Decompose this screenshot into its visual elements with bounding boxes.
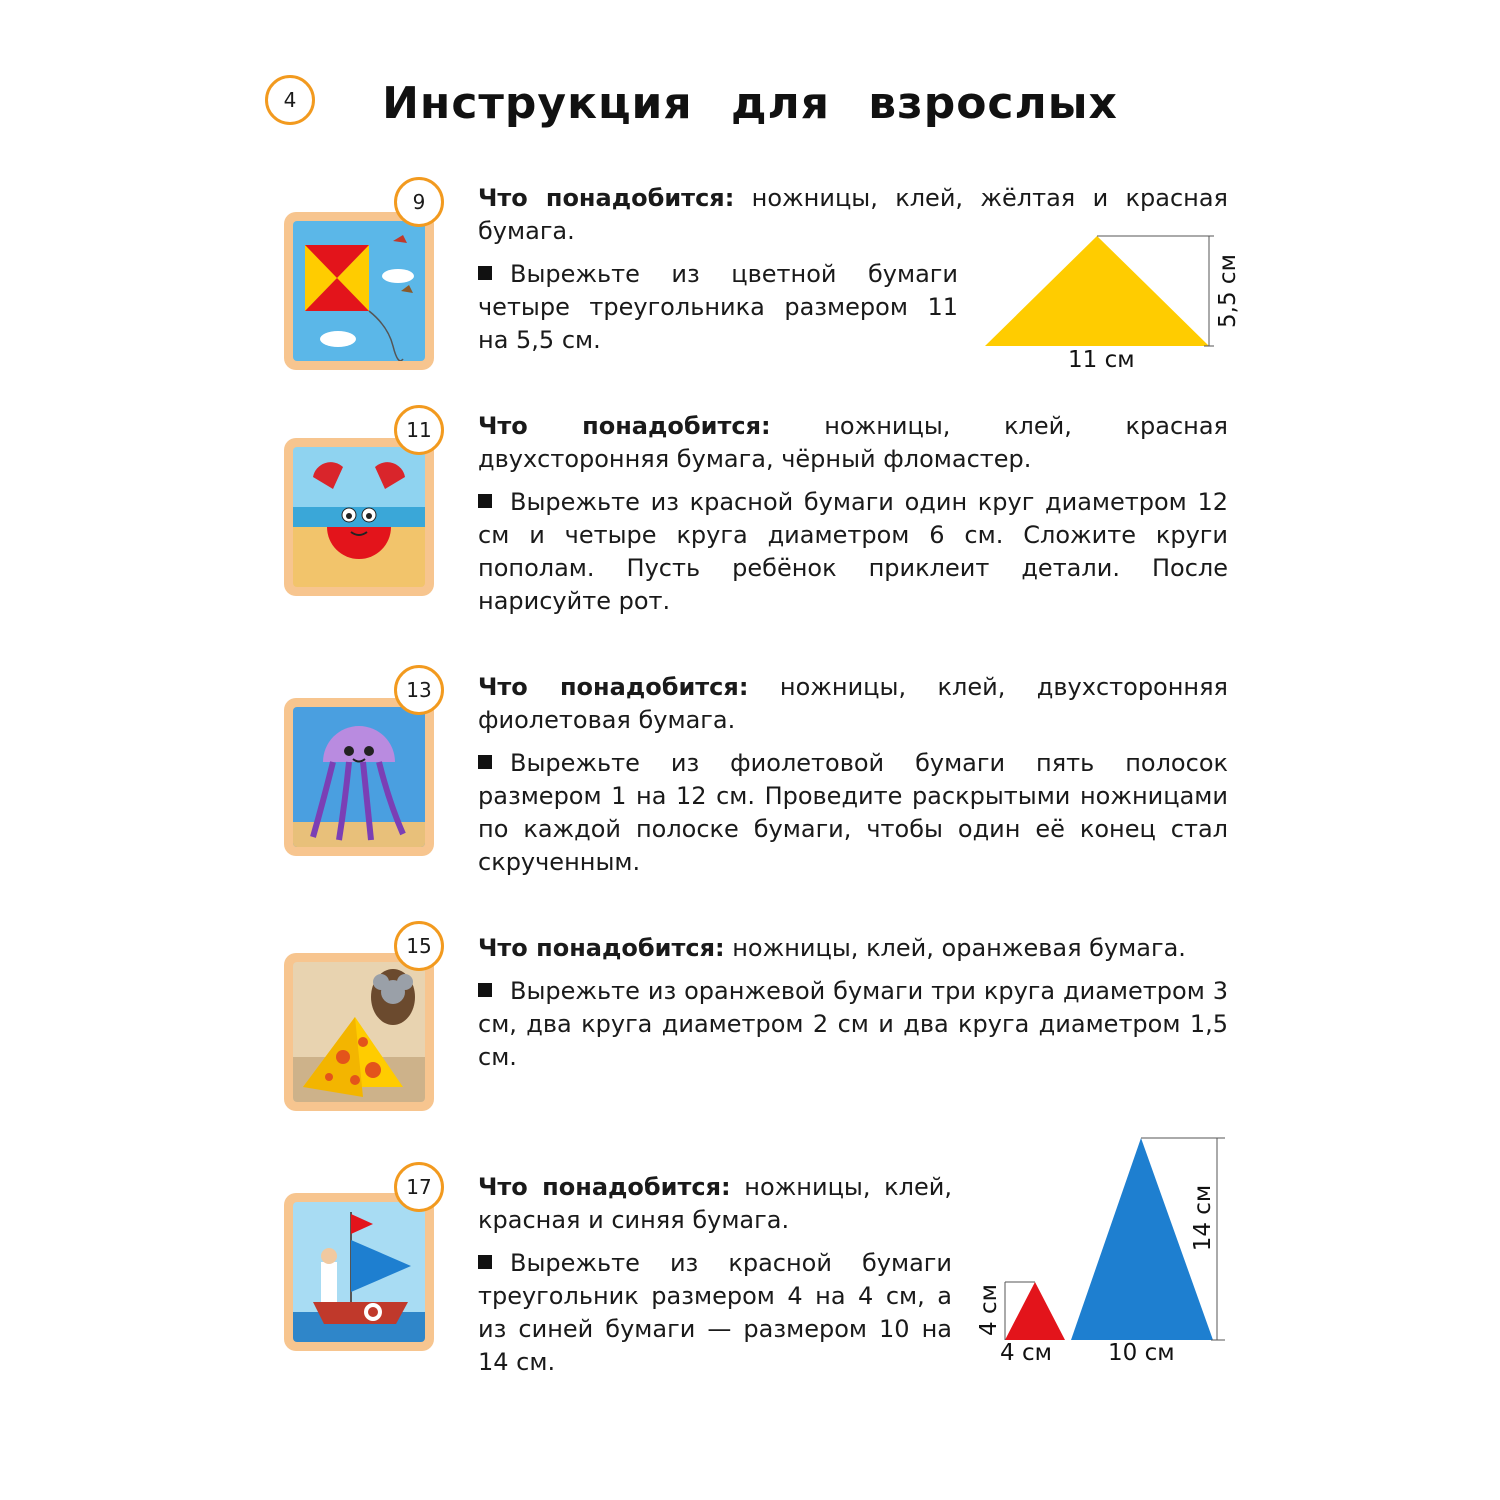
section-jellyfish-text: [478, 671, 1228, 889]
instruction-text: Вырежьте из оранжевой бумаги три круга диаметром 3 см, два круга диаметром 2 см и два круга диаметром 1,5 см.: [478, 977, 1228, 1071]
sailboat-picture: [284, 1193, 434, 1351]
bullet-icon: [478, 1255, 492, 1269]
needs-text: ножницы, клей, оранжевая бумага.: [732, 934, 1186, 962]
yellow-base-label: 11 см: [1068, 347, 1135, 373]
section-crab-text: [478, 410, 1228, 628]
needs-label: Что понадобится:: [478, 934, 725, 962]
needs-label: Что понадобится:: [478, 673, 749, 701]
needs-label: Что понадобится:: [478, 412, 771, 440]
needs-label: Что понадобится:: [478, 184, 735, 212]
blue-base-label: 10 см: [1108, 1340, 1175, 1366]
section-kite-instruction: [478, 258, 958, 367]
needs-text: ножницы, клей, красная двухсторонняя бумага, чёрный фломастер.: [478, 412, 1228, 473]
page-badge-11: 11: [394, 405, 444, 455]
yellow-height-label: 5,5 см: [1215, 254, 1241, 328]
red-height-label: 4 см: [976, 1284, 1002, 1336]
page-badge-13: 13: [394, 665, 444, 715]
red-base-label: 4 см: [1000, 1340, 1052, 1366]
needs-text: ножницы, клей, жёлтая и красная бумага.: [478, 184, 1228, 245]
instruction-text: Вырежьте из фиолетовой бумаги пять полосок размером 1 на 12 см. Проведите раскрытыми ножницами по каждой полоске бумаги, чтобы один её конец стал скрученным.: [478, 749, 1228, 876]
section-cheese-text: [478, 932, 1228, 1084]
bullet-icon: [478, 755, 492, 769]
kite-picture: [284, 212, 434, 370]
instruction-text: Вырежьте из красной бумаги треугольник размером 4 на 4 см, а из синей бумаги — размером 10 на 14 см.: [478, 1249, 952, 1376]
page-title: Инструкция для взрослых: [382, 78, 1118, 129]
bullet-icon: [478, 983, 492, 997]
page-badge-15: 15: [394, 921, 444, 971]
needs-text: ножницы, клей, красная и синяя бумага.: [478, 1173, 952, 1234]
instruction-text: Вырежьте из цветной бумаги четыре треугольника размером 11 на 5,5 см.: [478, 260, 958, 354]
bullet-icon: [478, 494, 492, 508]
page-number: 4: [265, 75, 315, 125]
instruction-text: Вырежьте из красной бумаги один круг диаметром 12 см и четыре круга диаметром 6 см. Сложите круги пополам. Пусть ребёнок приклеит детали. После нарисуйте рот.: [478, 488, 1228, 615]
page-badge-9: 9: [394, 177, 444, 227]
bullet-icon: [478, 266, 492, 280]
blue-height-label: 14 см: [1190, 1184, 1216, 1252]
needs-label: Что понадобится:: [478, 1173, 731, 1201]
yellow-triangle-diagram: [980, 228, 1240, 353]
page-badge-17: 17: [394, 1162, 444, 1212]
jellyfish-picture: [284, 698, 434, 856]
crab-picture: [284, 438, 434, 596]
section-sailboat-text: [478, 1171, 952, 1389]
needs-text: ножницы, клей, двухсторонняя фиолетовая бумага.: [478, 673, 1228, 734]
cheese-mouse-picture: [284, 953, 434, 1111]
